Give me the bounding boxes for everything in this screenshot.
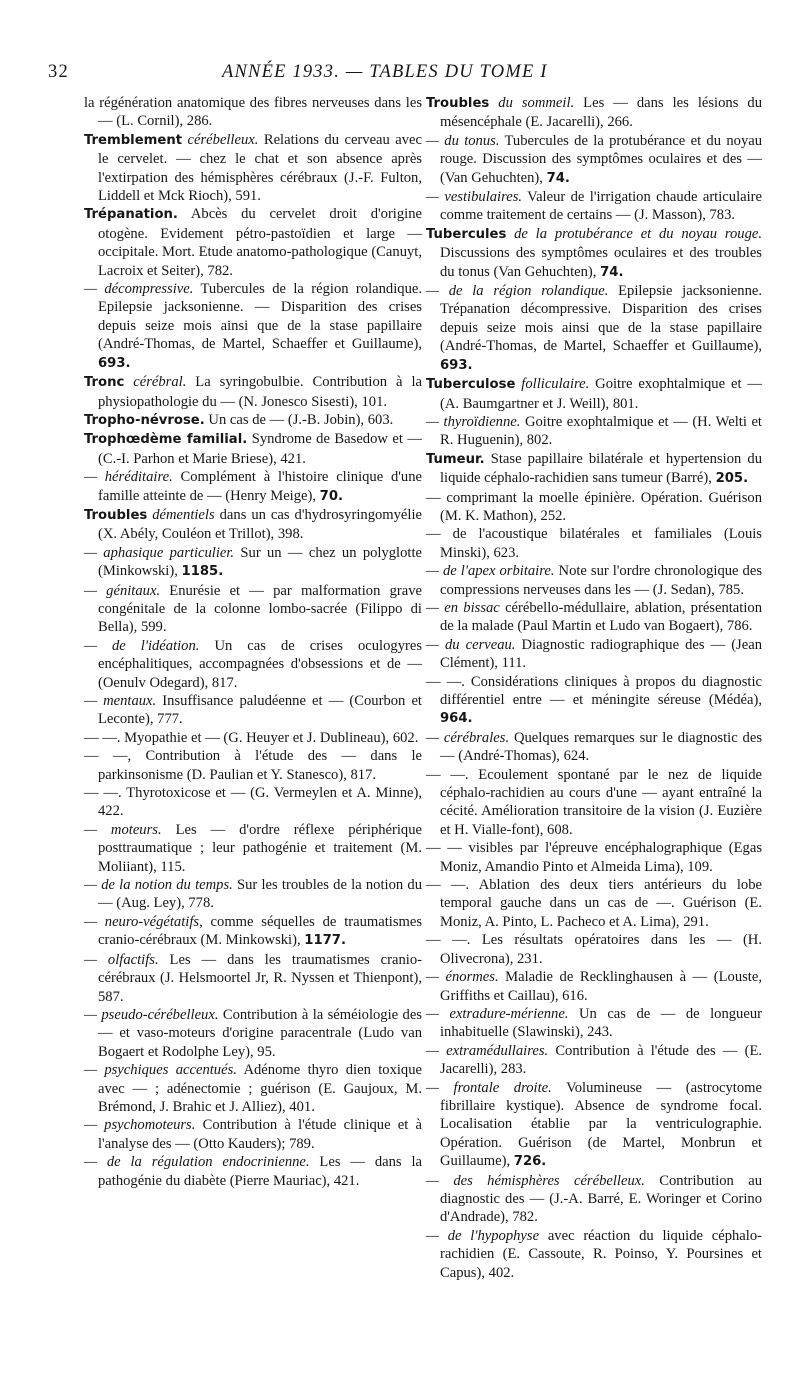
entry-text: avec réaction du liquide céphalo-rachidien (E. Cassoute, R. Poinso, Y. Poursines et Capus), 402. [440,1227,762,1281]
index-entry [84,692,422,729]
entry-text: la régénération anatomique des fibres nerveuses dans les — (L. Cornil), 286. [84,95,422,130]
entry-page-ref: 1185. [181,564,224,580]
entry-page-ref: 74. [546,170,570,186]
entry-text: Adénome thyro dien toxique avec — ; adénectomie ; guérison (E. Gaujoux, M. Brémond, J. Brahic et J. Alliez), 401. [98,1062,422,1115]
entry-text: Syndrome de Basedow et — (C.-I. Parhon et Marie Briese), 421. [98,431,422,467]
entry-text: — — visibles par l'épreuve encéphalographique (Egas Moniz, Amandio Pinto et Almeida Lima), 109. [426,840,762,875]
entry-text: Discussions des symptômes oculaires et des troubles du tonus (Van Gehuchten), [440,245,762,280]
index-entry [426,1005,762,1042]
entry-text: Abcès du cervelet droit d'origine otogène. Evidement pétro-pastoïdien et large — occipitale. Mort. Etude anatomo-pathologique (Canuyt, Lacroix et Seiter), 782. [98,206,422,279]
index-entry [426,968,762,1005]
index-entry [426,375,762,413]
index-entry [84,430,422,468]
entry-text: Contribution au diagnostic des — (J.-A. Barré, E. Woringer et Corino d'Andrade), 782. [440,1172,762,1226]
index-entry [426,94,762,132]
entry-subheading: — en bissac [426,599,500,616]
entry-text: Stase papillaire bilatérale et hypertension du liquide céphalo-rachidien sans tumeur (Barré), [440,450,762,487]
entry-text: Maladie de Recklinghausen à — (Louste, Griffiths et Caillau), 616. [440,969,762,1004]
entry-subheading: — aphasique particulier. [84,544,235,561]
entry-subheading: — héréditaire. [84,469,173,486]
index-entry [426,1042,762,1079]
entry-text: Tubercules de la région rolandique. Epilepsie jacksonienne. — Disparition des crises depuis seize mois ainsi que de la stase papillaire (André-Thomas, de Martel, Schaeffer et Guillaume), [98,281,422,353]
entry-subheading: — de la notion du temps. [84,877,233,894]
index-entry [84,784,422,821]
entry-subheading: — de la région rolandique. [426,283,609,300]
entry-text: Contribution à l'étude clinique et à l'analyse des — (Otto Kauders); 789. [98,1117,422,1152]
index-entry [84,951,422,1006]
entry-page-ref: 693. [440,357,473,373]
index-entry [84,913,422,951]
entry-subheading: — psychomoteurs. [84,1117,196,1134]
entry-headword: Tubercules [426,226,507,242]
entry-subheading: — de l'apex orbitaire. [426,563,555,580]
index-entry [426,413,762,450]
entry-page-ref: 205. [715,471,749,487]
entry-text: Goitre exophtalmique et — (A. Baumgartner et J. Weill), 801. [440,376,762,412]
entry-text: Les — dans la pathogénie du diabète (Pierre Mauriac), 421. [98,1154,422,1189]
index-entry [84,1153,422,1190]
index-entry [84,876,422,913]
index-entry [84,544,422,582]
entry-subheading: de la protubérance et du noyau rouge. [506,225,762,242]
index-entry [426,525,762,562]
index-entry [426,729,762,766]
index-entry [84,1061,422,1116]
entry-text: Note sur l'ordre chronologique des compressions nerveuses dans les — (J. Sedan), 785. [440,563,762,598]
index-entry [84,747,422,784]
entry-text: Sur un — chez un polyglotte (Minkowski), [98,544,422,580]
index-entry [426,1227,762,1282]
entry-subheading: — extradure-mérienne. [426,1005,569,1022]
entry-headword: Tropho-névrose. [84,412,205,428]
entry-page-ref: 1177. [304,933,346,949]
entry-subheading: — décompressive. [84,281,194,298]
entry-text: — —. Ablation des deux tiers antérieurs du lobe temporal gauche dans un cas de —. Guérison (E. Moniz, A. Pinto, L. Pacheco et A. Lima), 291. [426,877,762,930]
entry-headword: Troubles [426,96,490,111]
entry-text: Sur les troubles de la notion du — (Aug. Ley), 778. [98,877,422,912]
entry-subheading: — pseudo-cérébelleux. [84,1006,219,1023]
entry-headword: Tronc [84,375,125,391]
entry-text: Contribution à l'étude des — (E. Jacarelli), 283. [440,1042,763,1078]
entry-page-ref: 70. [319,488,344,504]
entry-text: Goitre exophtalmique et — (H. Welti et R. Huguenin), 802. [440,413,762,449]
index-entry [426,931,762,968]
entry-subheading: — olfactifs. [84,951,159,968]
entry-text: Volumineuse — (astrocytome fibrillaire kystique). Absence de syndrome focal. Localisation établie par la ventriculographie. Opération. Guérison (de Martel, Monbrun et Guillaume), [440,1079,762,1170]
entry-page-ref: 74. [600,264,624,280]
entry-subheading: — du tonus. [426,132,500,149]
index-entry [84,1116,422,1153]
page-number: 32 [48,62,69,82]
entry-subheading: — des hémisphères cérébelleux. [426,1172,645,1189]
entry-text: Les — d'ordre réflexe périphérique posttraumatique ; leur pathogénie et traitement (M. Moliiant), 115. [98,821,423,875]
entry-headword: Tuberculose [426,377,516,393]
index-entry [426,450,762,489]
entry-headword: Trophœdème familial. [84,432,248,448]
entry-text: Complément à l'histoire clinique d'une famille atteinte de — (Henry Meige), [98,469,422,504]
entry-subheading: — thyroïdienne. [426,413,521,430]
entry-subheading: — frontale droite. [426,1079,552,1096]
entry-subheading: — vestibulaires. [426,189,523,206]
entry-text: Diagnostic radiographique des — (Jean Clément), 111. [440,636,762,672]
entry-text: — —. Ecoulement spontané par le nez de liquide céphalo-rachidien au cours d'une — ayant entraîné la cécité. Amélioration transitoire de la vision (J. Euzière et H. Vialle-font), 608. [426,766,762,838]
index-entry [84,637,422,692]
index-entry [84,506,422,544]
entry-text: Un cas de crises oculogyres encéphalitiques, accompagnées d'obsessions et de — (Oenulv Odegard), 817. [98,637,423,691]
entry-subheading: cérébelleux. [182,131,259,148]
index-entry [426,225,762,282]
entry-text: Insuffisance paludéenne et — (Courbon et Leconte), 777. [98,693,422,728]
index-entry [84,94,422,131]
index-entry [84,729,422,747]
entry-subheading: — mentaux. [84,693,157,709]
index-entry [426,132,762,188]
index-entry [426,1079,762,1172]
entry-subheading: folliculaire. [515,376,590,393]
index-entry [426,599,762,636]
running-head [0,62,800,86]
index-entry [426,839,762,876]
index-entry [84,411,422,430]
entry-subheading: — moteurs. [84,821,162,838]
entry-text: cérébello-médullaire, ablation, présentation de la malade (Paul Martin et Ludo van Bogaert), 786. [440,599,762,635]
entry-subheading: — énormes. [426,969,499,986]
index-entry [426,636,762,673]
entry-text: Epilepsie jacksonienne. Trépanation décompressive. Disparition des crises depuis seize mois ainsi que de la stase papillaire (André-Thomas, de Martel, Schaeffer et Guillaume), [440,283,762,355]
entry-text: — de l'acoustique bilatérales et familiales (Louis Minski), 623. [426,526,762,561]
entry-text: Contribution à la séméiologie des — et vaso-moteurs d'origine paracentrale (Ludo van Bogaert et Rodolphe Ley), 95. [98,1006,422,1060]
index-entry [84,821,422,876]
entry-text: — —. Myopathie et — (G. Heuyer et J. Dublineau), 602. [84,729,419,746]
entry-text: Quelques remarques sur le diagnostic des — (André-Thomas), 624. [440,729,762,765]
entry-subheading: — extramédullaires. [426,1042,549,1059]
index-entry [426,282,762,375]
entry-headword: Trépanation. [84,207,178,223]
entry-text: Valeur de l'irrigation chaude articulaire comme traitement de certains — (J. Masson), 783. [440,189,762,224]
index-entry [84,131,422,206]
entry-subheading: — du cerveau. [426,636,516,653]
entry-subheading: — de l'hypophyse [426,1227,540,1244]
index-entry [426,1172,762,1227]
index-entry [426,876,762,931]
entry-text: — —. Les résultats opératoires dans les — (H. Olivecrona), 231. [426,932,762,967]
index-entry [426,673,762,729]
entry-text: Tubercules de la protubérance et du noyau rouge. Discussion des symptômes oculaires et des — (Van Gehuchten), [440,132,763,186]
entry-subheading: — cérébrales. [426,729,510,746]
entry-text: Enurésie et — par malformation grave congénitale de la colonne lombo-sacrée (Filippo di Bella), 599. [98,582,422,636]
entry-subheading: — de l'idéation. [84,637,200,654]
entry-subheading: — de la régulation endocrinienne. [84,1154,310,1171]
index-entry [426,188,762,225]
entry-page-ref: 964. [440,711,473,727]
entry-text: — —. Thyrotoxicose et — (G. Vermeylen et A. Minne), 422. [84,785,422,820]
index-entry [84,373,422,411]
entry-text: — —. Considérations cliniques à propos du diagnostic différentiel entre — et méningite séreuse (Médéa), [426,673,762,708]
entry-headword: Tumeur. [426,451,485,467]
entry-text: dans un cas d'hydrosyringomyélie (X. Abély, Couléon et Trillot), 398. [98,506,422,543]
running-title: ANNÉE 1933. — TABLES DU TOME I [222,62,548,82]
entry-subheading: démentiels [147,506,215,523]
entry-subheading: — psychiques accentués. [84,1062,237,1079]
entry-headword: Tremblement [84,132,183,148]
entry-text: comme séquelles de traumatismes cranio-cérébraux (M. Minkowski), [98,913,423,949]
entry-page-ref: 726. [513,1154,547,1170]
left-column [84,94,422,1190]
entry-text: La syringobulbie. Contribution à la physiopathologie du — (N. Jonesco Sisesti), 101. [98,374,422,410]
index-entry [84,468,422,506]
entry-text: — comprimant la moelle épinière. Opération. Guérison (M. K. Mathon), 252. [426,489,762,524]
index-entry [84,582,422,637]
entry-page-ref: 693. [98,355,131,371]
entry-text: Les — dans les lésions du mésencéphale (E. Jacarelli), 266. [440,95,762,131]
entry-text: Relations du cerveau avec le cervelet. — chez le chat et son absence après l'extirpation des hémisphères cérébraux (J.-F. Fulton, Liddell et Mck Rioch), 591. [98,131,423,205]
index-entry [84,280,422,373]
entry-subheading: du sommeil. [489,95,575,111]
entry-subheading: — génitaux. [84,582,161,599]
index-entry [84,1006,422,1061]
index-entry [84,205,422,280]
entry-subheading: — neuro-végétatifs, [84,913,203,930]
entry-text: — —, Contribution à l'étude des — dans le parkinsonisme (D. Paulian et Y. Stanesco), 817. [84,748,422,783]
entry-text: Un cas de — (J.-B. Jobin), 603. [204,411,394,428]
entry-text: Les — dans les traumatismes cranio-cérébraux (J. Helsmoortel Jr, R. Nyssen et Thienpont), 587. [98,951,423,1005]
index-entry [426,489,762,526]
right-column [426,94,762,1282]
entry-headword: Troubles [84,507,148,523]
entry-subheading: cérébral. [124,374,187,391]
entry-text: Un cas de — de longueur inhabituelle (Slawinski), 243. [440,1005,762,1041]
index-entry [426,562,762,599]
index-entry [426,766,762,840]
